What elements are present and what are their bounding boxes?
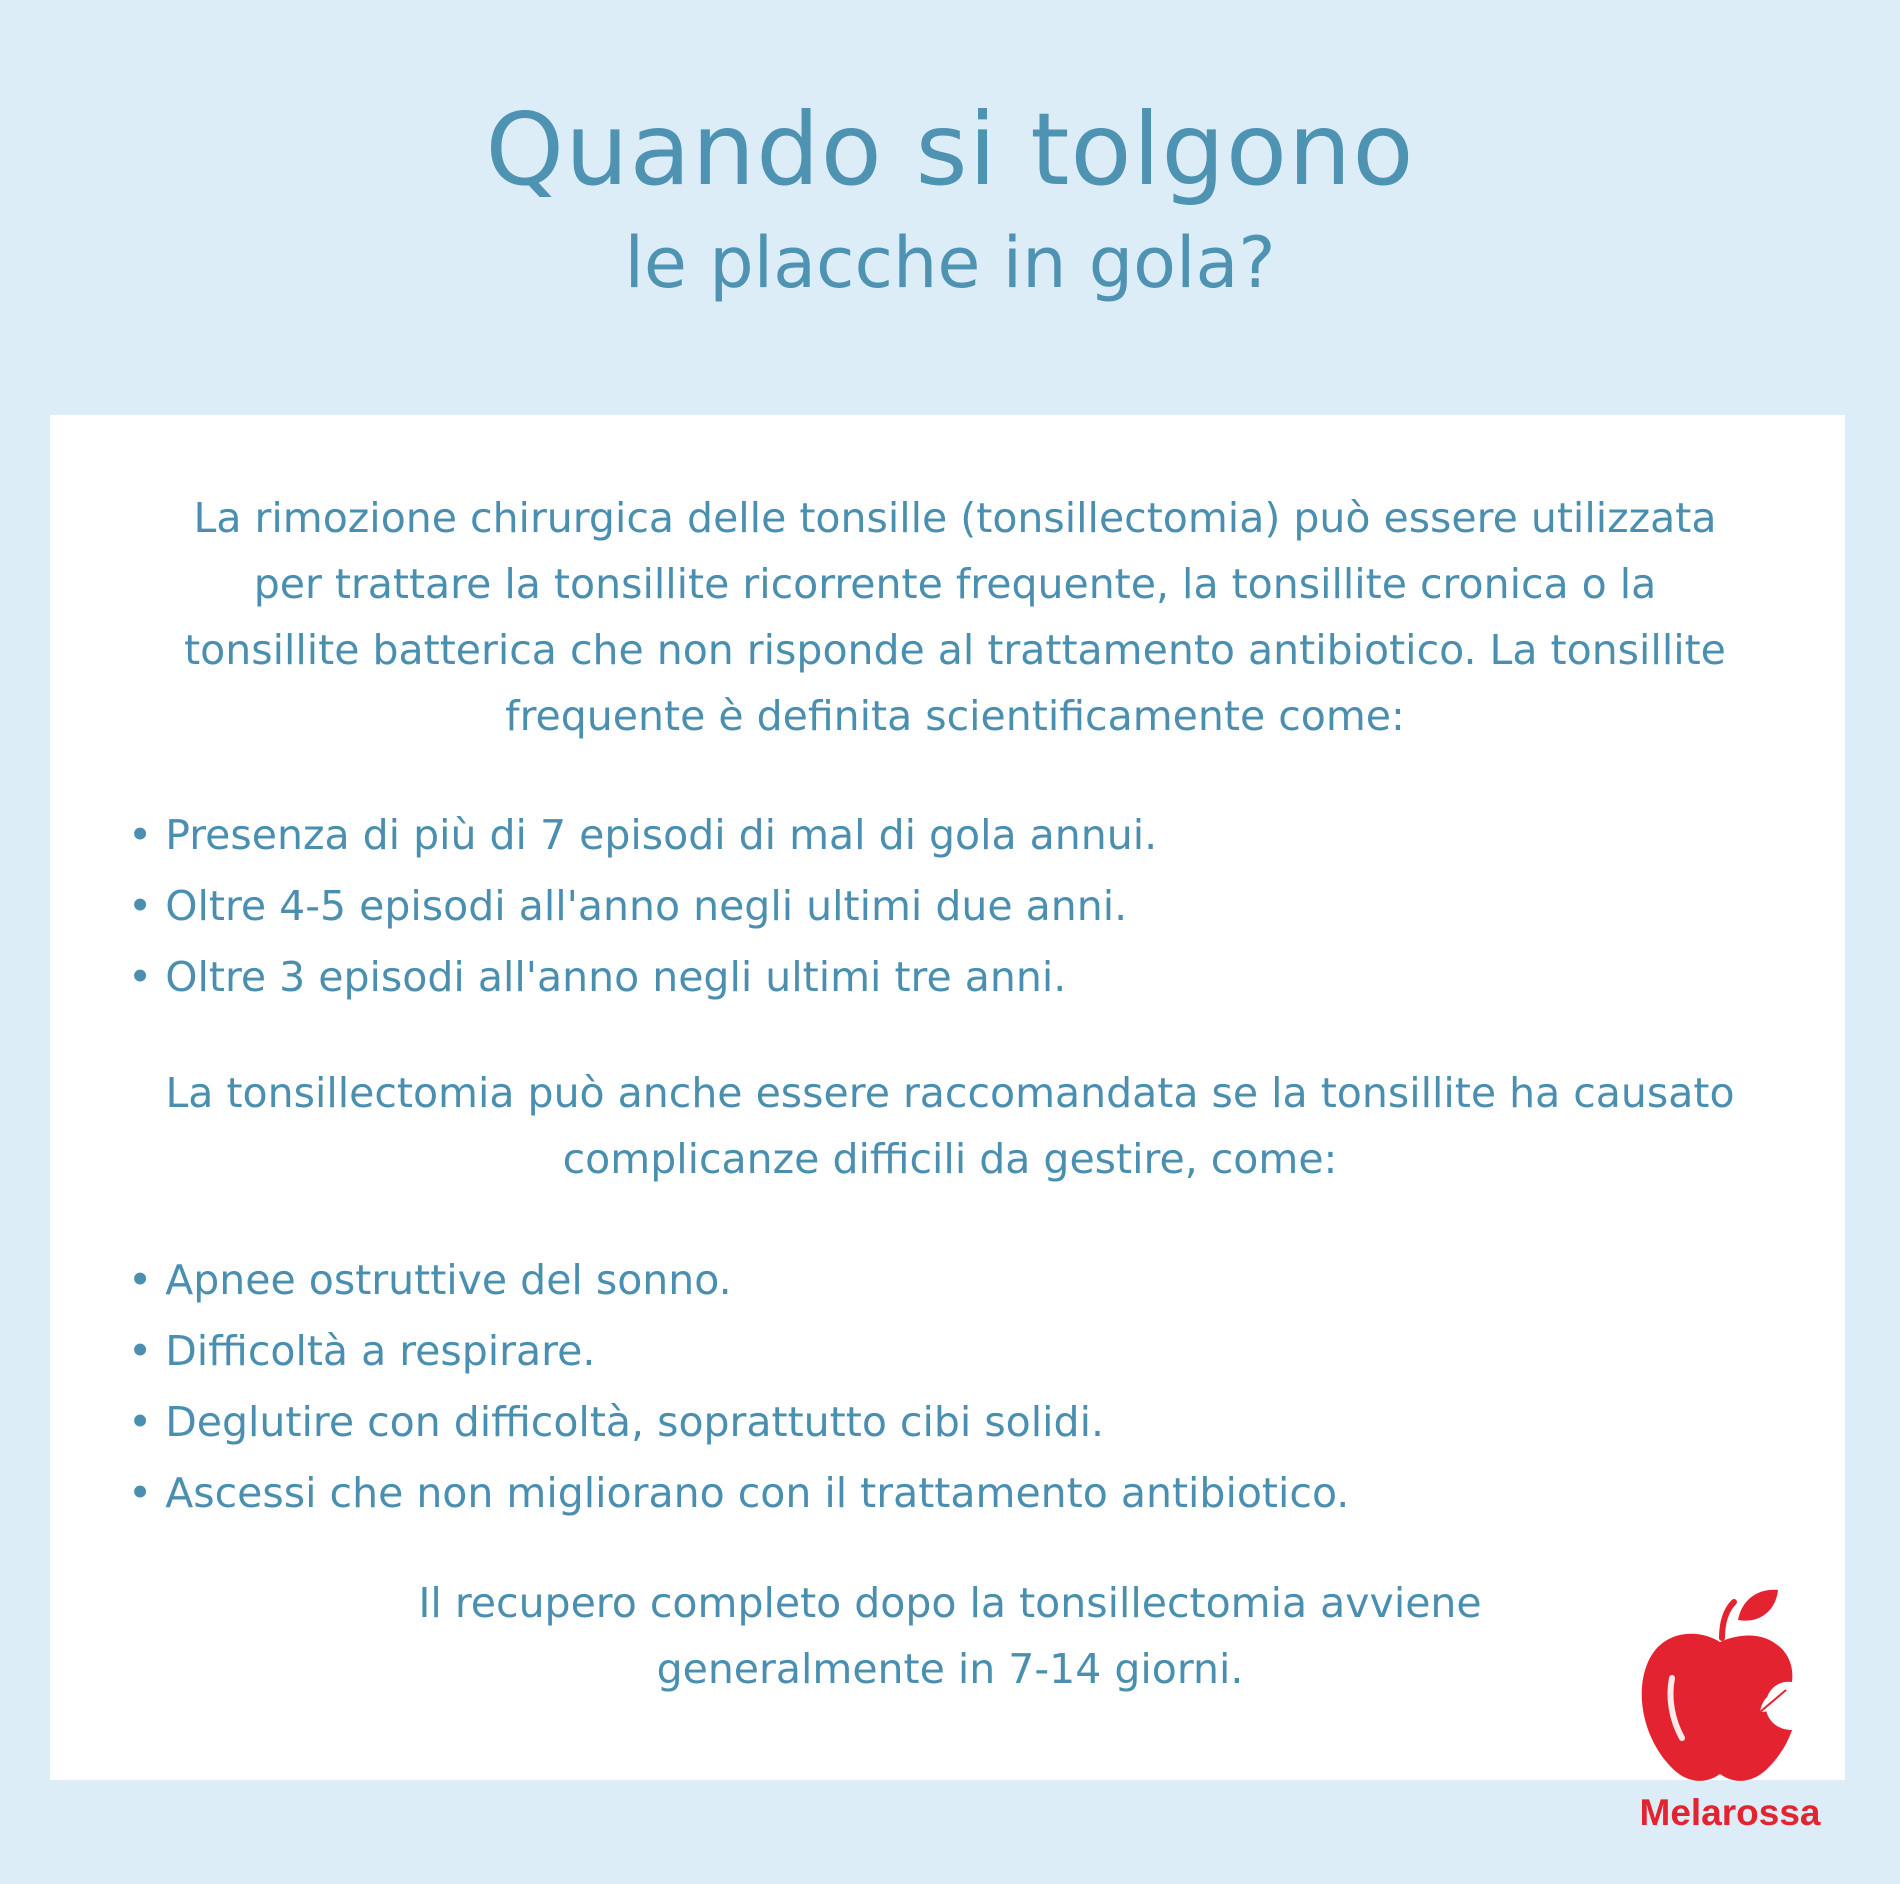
page-subtitle: le placche in gola? [624, 222, 1276, 304]
list-item: • Difficoltà a respirare. [128, 1316, 1349, 1387]
content-card [50, 415, 1845, 1780]
complications-list [128, 1245, 1349, 1529]
intro-paragraph: La rimozione chirurgica delle tonsille (tonsillectomia) può essere utilizzata per trattare la tonsillite ricorrente frequente, la tonsillite cronica o la tonsillite batterica che non risponde al trattamento antibiotico. La tonsillite frequente è definita scientificamente come: [184, 494, 1726, 740]
list-item: • Oltre 4-5 episodi all'anno negli ultimi due anni. [128, 871, 1157, 942]
list-item: • Apnee ostruttive del sonno. [128, 1245, 1349, 1316]
complications-intro-paragraph: La tonsillectomia può anche essere raccomandata se la tonsillite ha causato complicanze difficili da gestire, come: [165, 1069, 1735, 1183]
apple-icon [1610, 1580, 1850, 1790]
list-item: • Deglutire con difficoltà, soprattutto cibi solidi. [128, 1387, 1349, 1458]
criteria-list [128, 800, 1157, 1013]
list-item: • Oltre 3 episodi all'anno negli ultimi tre anni. [128, 942, 1157, 1013]
list-item: • Presenza di più di 7 episodi di mal di gola annui. [128, 800, 1157, 871]
page-header [0, 90, 1900, 308]
brand-logo [1610, 1580, 1850, 1850]
list-item: • Ascessi che non migliorano con il trattamento antibiotico. [128, 1458, 1349, 1529]
page-title: Quando si tolgono [485, 91, 1415, 208]
brand-name: Melarossa [1639, 1792, 1821, 1833]
recovery-paragraph: Il recupero completo dopo la tonsillectomia avviene generalmente in 7-14 giorni. [418, 1579, 1482, 1693]
